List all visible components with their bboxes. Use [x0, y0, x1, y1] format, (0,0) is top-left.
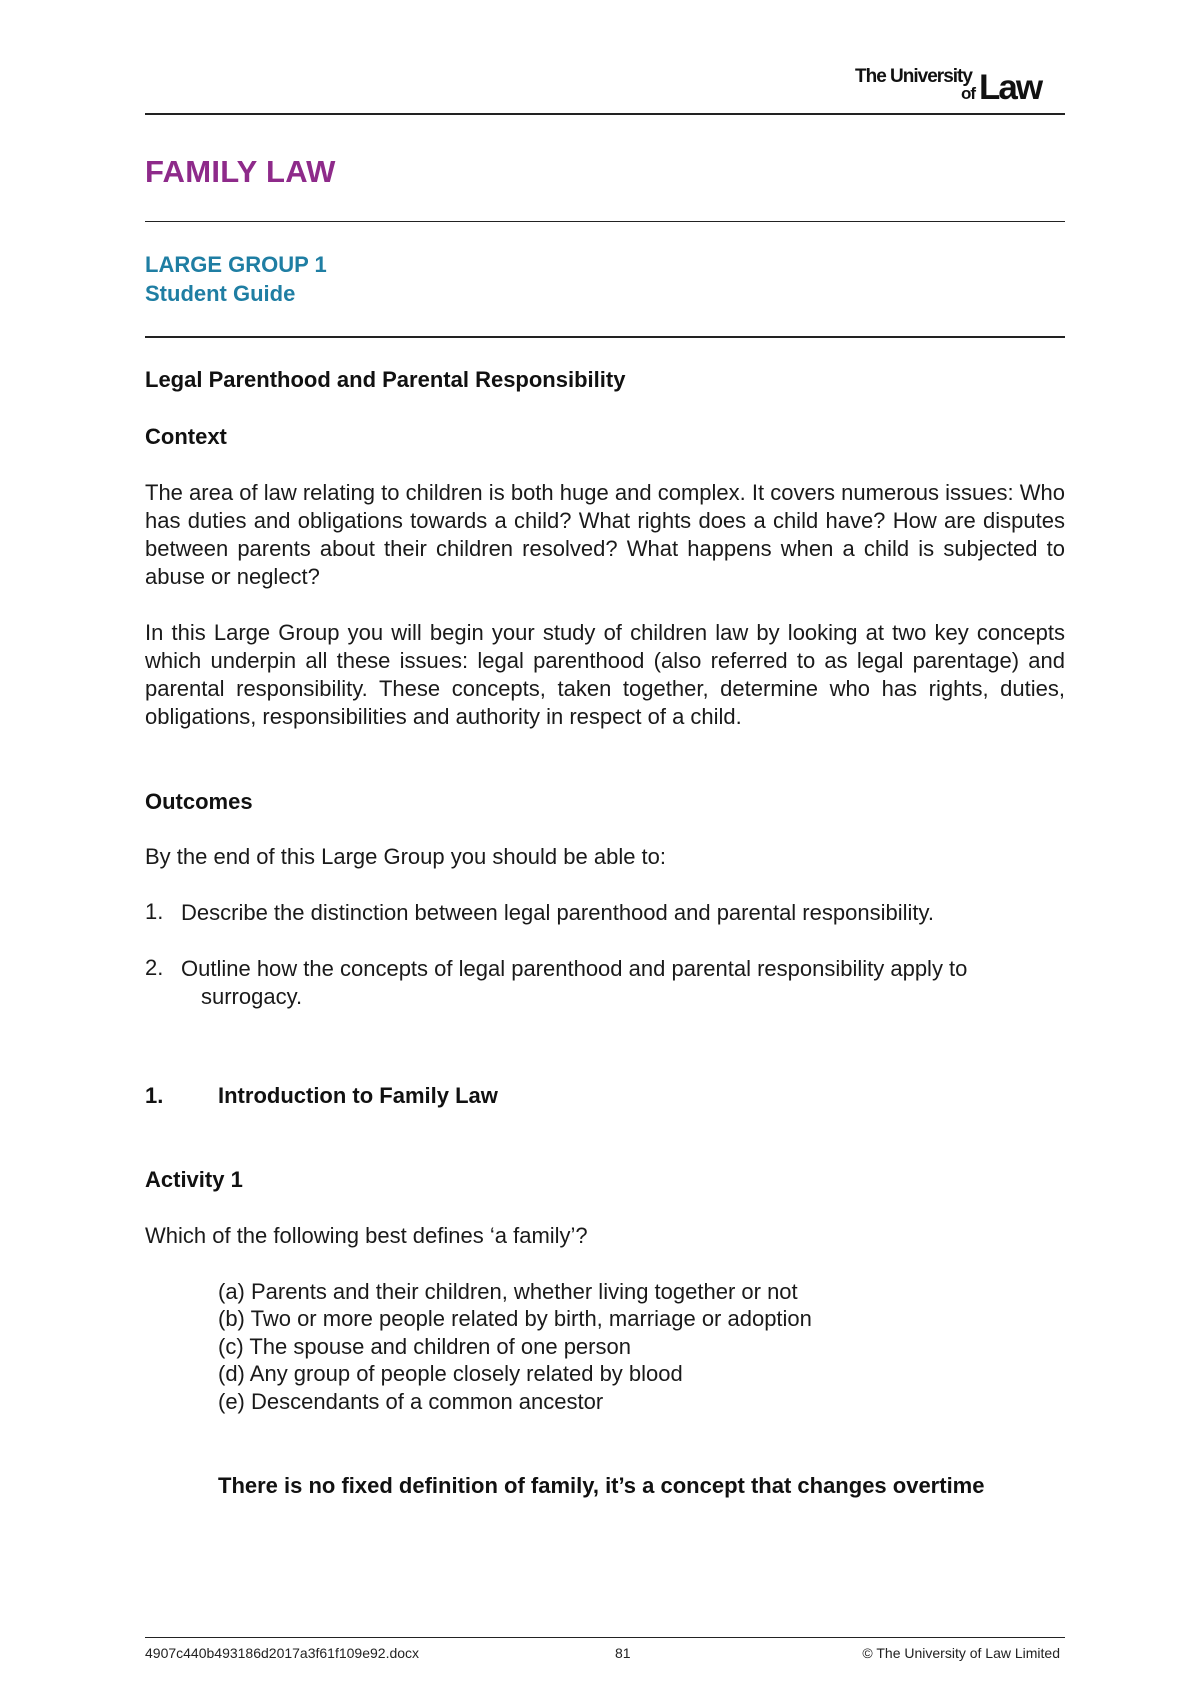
- logo-law: Law: [979, 68, 1042, 107]
- footer-page-number: 81: [615, 1645, 631, 1661]
- activity-answer: There is no fixed definition of family, it’s a concept that changes overtime: [218, 1473, 985, 1498]
- guide-label: Student Guide: [145, 281, 296, 306]
- context-paragraph-1: The area of law relating to children is both huge and complex. It covers numerous issues: Who has duties and obligations towards a child? What rights does a child have? How are disputes between parents about their children resolved? What happens when a child is subjected to abuse or neglect?: [145, 480, 1065, 589]
- group-label: LARGE GROUP 1: [145, 252, 327, 277]
- section-number: 1.: [145, 1083, 164, 1108]
- option-item: (c) The spouse and children of one person: [218, 1334, 631, 1359]
- option-item: (a) Parents and their children, whether living together or not: [218, 1279, 798, 1304]
- header-divider: [145, 113, 1065, 115]
- page-title: FAMILY LAW: [145, 154, 336, 189]
- outcomes-intro: By the end of this Large Group you should be able to:: [145, 844, 667, 869]
- outcome-number: 2.: [145, 955, 164, 980]
- option-item: (d) Any group of people closely related by blood: [218, 1361, 683, 1386]
- topic-heading: Legal Parenthood and Parental Responsibility: [145, 367, 626, 392]
- university-logo: [855, 66, 1065, 106]
- context-heading: Context: [145, 424, 227, 449]
- section-title: Introduction to Family Law: [218, 1083, 498, 1108]
- footer-copyright: © The University of Law Limited: [862, 1645, 1060, 1661]
- footer-document-name: 4907c440b493186d2017a3f61f109e92.docx: [145, 1645, 420, 1661]
- context-paragraph-2: In this Large Group you will begin your study of children law by looking at two key concepts which underpin all these issues: legal parenthood (also referred to as legal parentage) and parental responsibility. These concepts, taken together, determine who has rights, duties, obligations, responsibilities and authority in respect of a child.: [145, 620, 1065, 729]
- outcome-text: Outline how the concepts of legal parenthood and parental responsibility apply to: [181, 956, 968, 981]
- outcome-text: Describe the distinction between legal parenthood and parental responsibility.: [181, 900, 934, 925]
- footer-divider: [145, 1637, 1065, 1638]
- option-item: (e) Descendants of a common ancestor: [218, 1389, 604, 1414]
- outcomes-heading: Outcomes: [145, 789, 253, 814]
- group-divider: [145, 336, 1065, 338]
- logo-the-university: The University: [855, 66, 972, 87]
- logo-of: of: [961, 84, 976, 103]
- activity-question: Which of the following best defines ‘a family’?: [145, 1223, 588, 1248]
- outcome-number: 1.: [145, 899, 164, 924]
- outcome-text-continued: surrogacy.: [201, 984, 303, 1009]
- activity-heading: Activity 1: [145, 1167, 243, 1192]
- option-item: (b) Two or more people related by birth, marriage or adoption: [218, 1306, 812, 1331]
- title-divider: [145, 221, 1065, 222]
